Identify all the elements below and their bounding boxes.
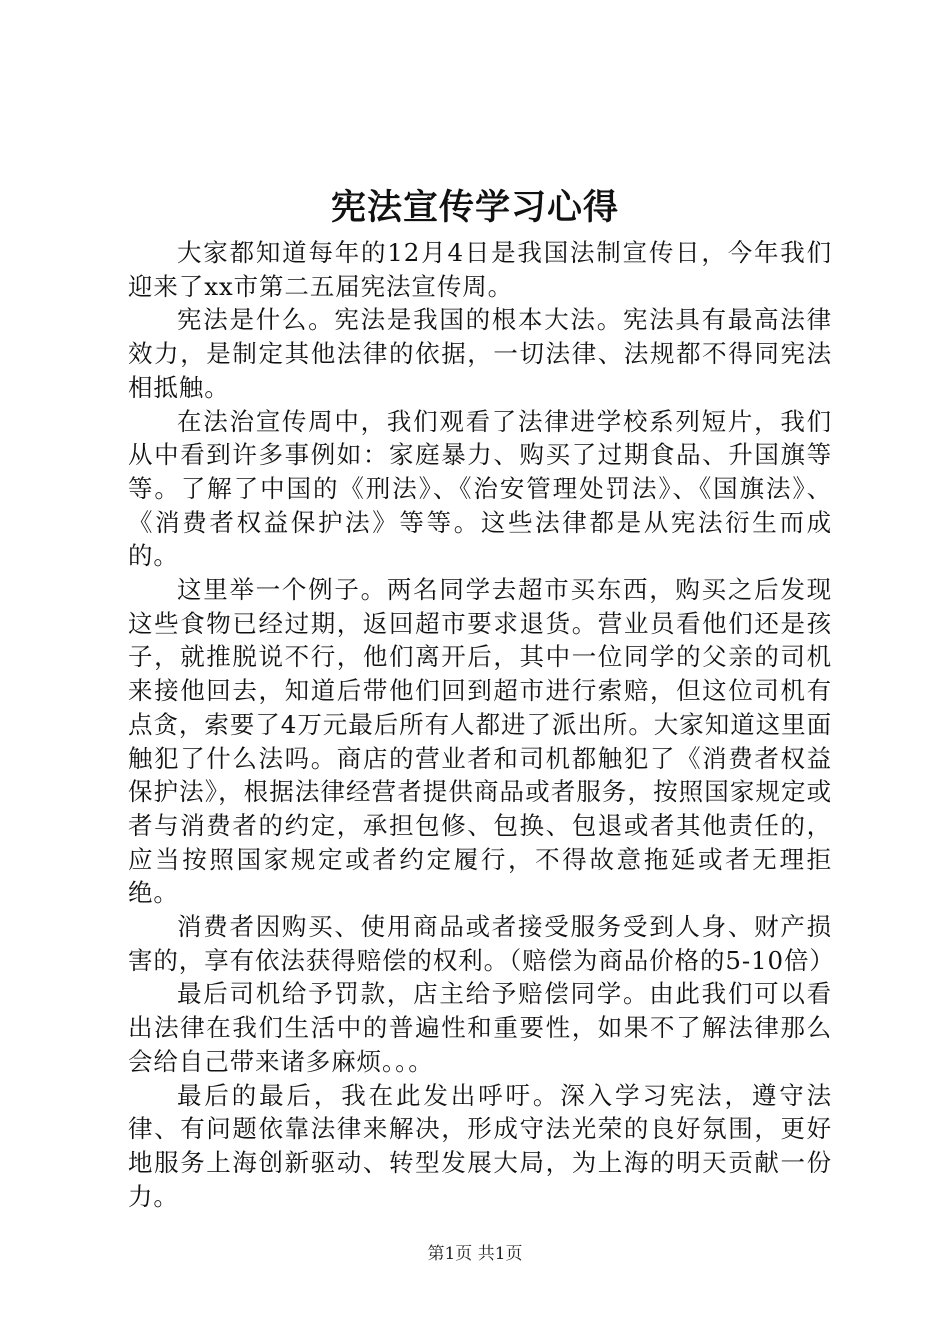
paragraph-3: 在法治宣传周中，我们观看了法律进学校系列短片，我们从中看到许多事例如：家庭暴力、购买了过期食品、升国旗等等。了解了中国的《刑法》、《治安管理处罚法》、《国旗法》、《消费者权益保护法》等等。这些法律都是从宪法衍生而成的。 <box>128 406 832 571</box>
paragraph-1: 大家都知道每年的12月4日是我国法制宣传日，今年我们迎来了xx市第二五届宪法宣传周。 <box>128 238 832 301</box>
paragraph-5: 消费者因购买、使用商品或者接受服务受到人身、财产损害的，享有依法获得赔偿的权利。（赔偿为商品价格的5-10倍） <box>128 912 835 975</box>
paragraph-2: 宪法是什么。宪法是我国的根本大法。宪法具有最高法律效力，是制定其他法律的依据，一切法律、法规都不得同宪法相抵触。 <box>128 305 832 402</box>
paragraph-7: 最后的最后，我在此发出呼吁。深入学习宪法，遵守法律、有问题依靠法律来解决，形成守法光荣的良好氛围，更好地服务上海创新驱动、转型发展大局，为上海的明天贡献一份力。 <box>128 1080 832 1211</box>
paragraph-4: 这里举一个例子。两名同学去超市买东西，购买之后发现这些食物已经过期，返回超市要求退货。营业员看他们还是孩子，就推脱说不行，他们离开后，其中一位同学的父亲的司机来接他回去，知道后带他们回到超市进行索赔，但这位司机有点贪，索要了4万元最后所有人都进了派出所。大家知道这里面触犯了什么法吗。商店的营业者和司机都触犯了《消费者权益保护法》，根据法律经营者提供商品或者服务，按照国家规定或者与消费者的约定，承担包修、包换、包退或者其他责任的，应当按照国家规定或者约定履行，不得故意拖延或者无理拒绝。 <box>128 575 832 908</box>
document-title: 宪法宣传学习心得 <box>330 187 619 228</box>
page-footer: 第1页 共1页 <box>427 1244 523 1264</box>
document-body <box>128 236 835 1213</box>
paragraph-6: 最后司机给予罚款，店主给予赔偿同学。由此我们可以看出法律在我们生活中的普遍性和重要性，如果不了解法律那么会给自己带来诸多麻烦。。。 <box>128 979 832 1076</box>
